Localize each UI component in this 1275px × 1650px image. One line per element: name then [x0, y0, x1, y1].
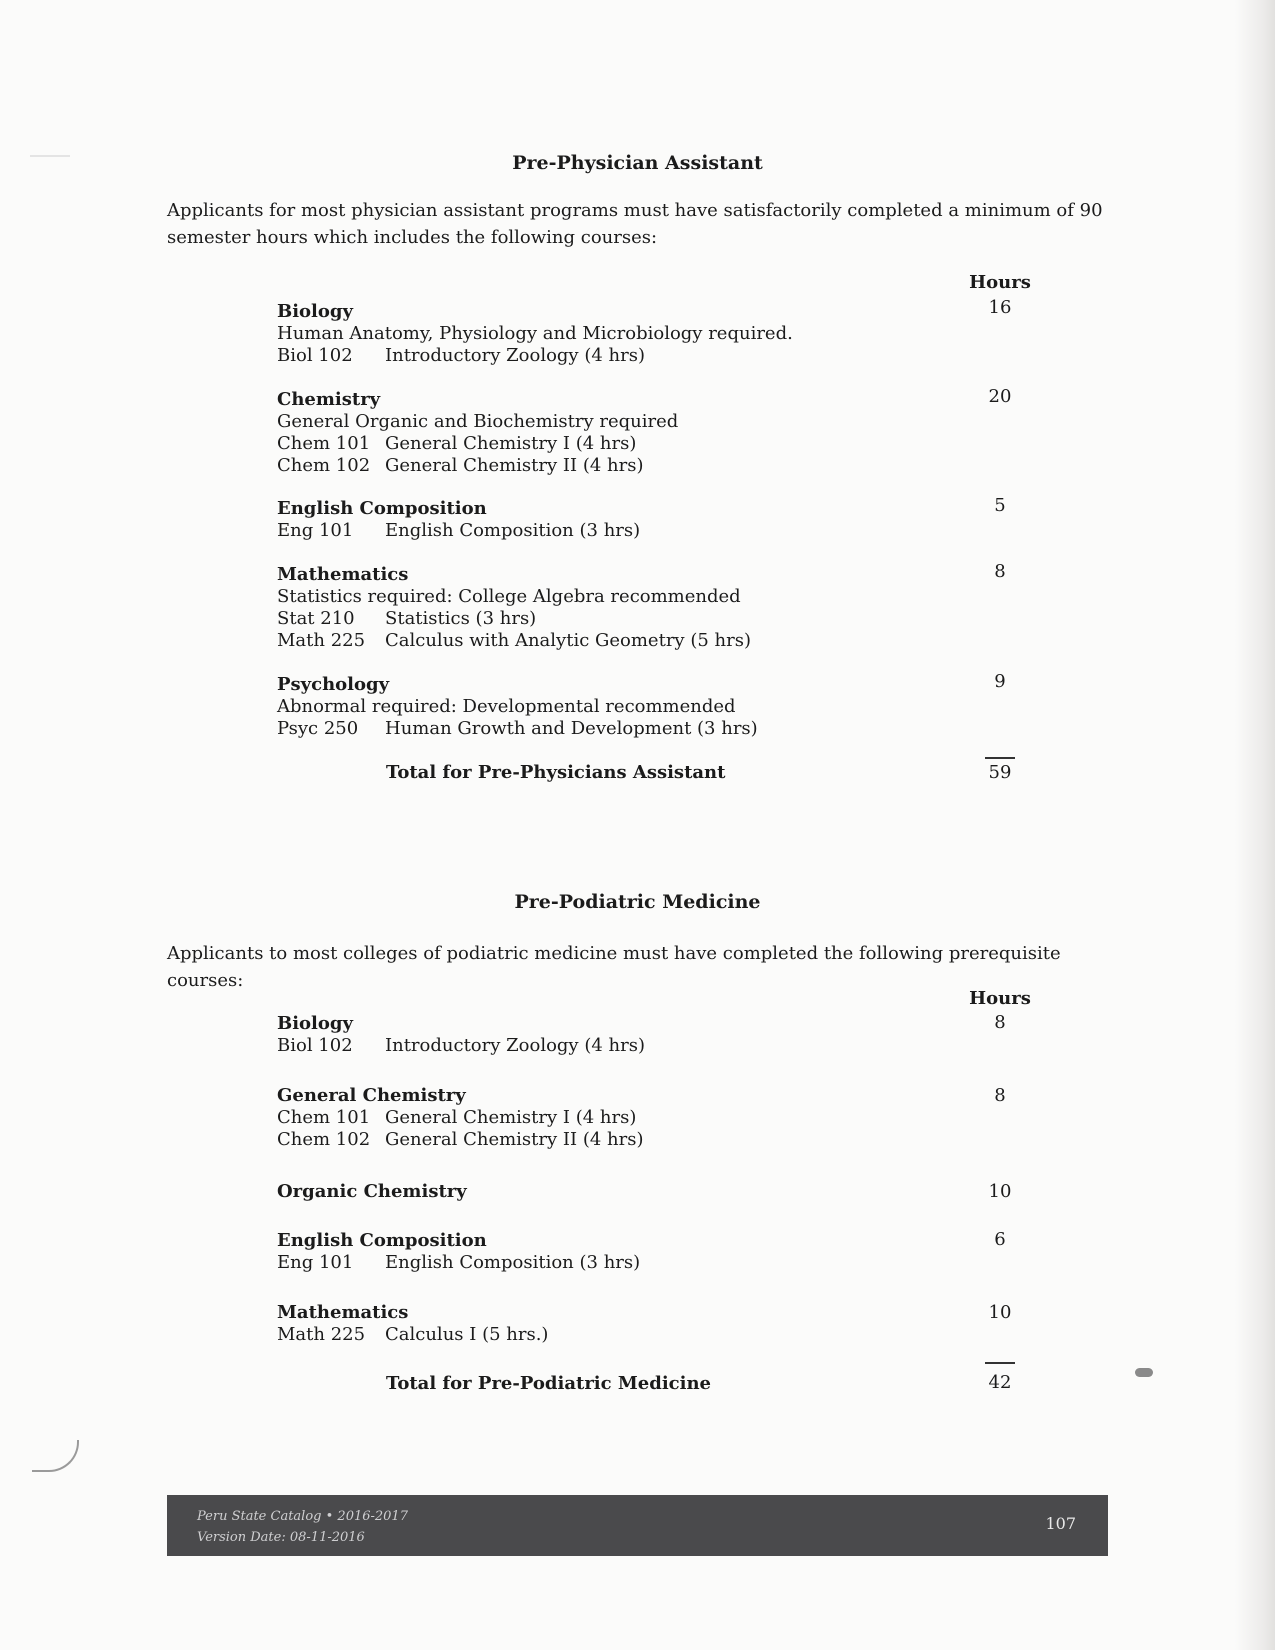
course-row	[277, 455, 1077, 477]
group-note: Statistics required: College Algebra recommended	[277, 586, 741, 607]
footer-version: Version Date: 08-11-2016	[197, 1530, 365, 1545]
total-label: Total for Pre-Physicians Assistant	[386, 762, 726, 783]
intro-podiatric-medicine: Applicants to most colleges of podiatric medicine must have completed the following prerequisite courses:	[167, 943, 1061, 991]
course-row	[277, 718, 1077, 740]
group-hours: 8	[994, 1085, 1006, 1106]
course-row	[277, 630, 1077, 652]
total-rule	[985, 1362, 1015, 1364]
group-hours: 16	[988, 297, 1012, 318]
course-row	[277, 520, 1077, 542]
total-value: 42	[988, 1372, 1012, 1393]
group-name: Chemistry	[277, 389, 381, 410]
course-title: Statistics (3 hrs)	[385, 608, 537, 629]
group-hours: 8	[994, 1012, 1006, 1033]
hours-header: Hours	[969, 988, 1031, 1009]
course-row	[277, 1035, 1077, 1057]
scan-mark	[30, 155, 70, 157]
total-value: 59	[988, 762, 1012, 783]
group-note: General Organic and Biochemistry required	[277, 411, 679, 432]
course-row	[277, 608, 1077, 630]
course-title: Introductory Zoology (4 hrs)	[385, 1035, 645, 1056]
page-number: 107	[1045, 1514, 1076, 1533]
course-title: Introductory Zoology (4 hrs)	[385, 345, 645, 366]
group-name: Organic Chemistry	[277, 1181, 467, 1202]
section-title-physician-assistant: Pre-Physician Assistant	[512, 152, 763, 174]
total-rule	[985, 757, 1015, 759]
group-hours: 8	[994, 561, 1006, 582]
group-hours: 10	[988, 1302, 1012, 1323]
course-code: Math 225	[277, 630, 366, 651]
scan-mark	[32, 1440, 79, 1472]
course-title: Human Growth and Development (3 hrs)	[385, 718, 758, 739]
hours-header: Hours	[969, 272, 1031, 293]
course-code: Chem 101	[277, 1107, 371, 1128]
course-code: Chem 102	[277, 455, 371, 476]
total-label: Total for Pre-Podiatric Medicine	[386, 1373, 712, 1394]
group-name: English Composition	[277, 1230, 487, 1251]
section-title-podiatric-medicine: Pre-Podiatric Medicine	[514, 891, 761, 913]
course-title: Calculus with Analytic Geometry (5 hrs)	[385, 630, 751, 651]
group-name: Biology	[277, 301, 353, 322]
course-title: General Chemistry I (4 hrs)	[385, 433, 637, 454]
course-code: Eng 101	[277, 520, 354, 541]
group-hours: 6	[994, 1229, 1006, 1250]
group-note: Human Anatomy, Physiology and Microbiology required.	[277, 323, 793, 344]
page-edge-shadow	[1235, 0, 1275, 1650]
course-code: Eng 101	[277, 1252, 354, 1273]
course-row	[277, 1324, 1077, 1346]
course-row	[277, 345, 1077, 367]
group-name: English Composition	[277, 498, 487, 519]
course-code: Math 225	[277, 1324, 366, 1345]
course-row	[277, 1252, 1077, 1274]
course-code: Stat 210	[277, 608, 355, 629]
course-title: General Chemistry II (4 hrs)	[385, 455, 644, 476]
course-row	[277, 1107, 1077, 1129]
page-footer	[167, 1495, 1108, 1556]
course-title: English Composition (3 hrs)	[385, 1252, 641, 1273]
course-code: Biol 102	[277, 1035, 353, 1056]
group-name: Mathematics	[277, 564, 409, 585]
group-hours: 9	[994, 671, 1006, 692]
course-code: Biol 102	[277, 345, 353, 366]
course-title: General Chemistry I (4 hrs)	[385, 1107, 637, 1128]
course-code: Chem 101	[277, 433, 371, 454]
footer-catalog: Peru State Catalog • 2016-2017	[197, 1509, 408, 1524]
group-name: Psychology	[277, 674, 390, 695]
group-name: Mathematics	[277, 1302, 409, 1323]
course-title: English Composition (3 hrs)	[385, 520, 641, 541]
scan-mark	[1135, 1368, 1153, 1377]
group-hours: 10	[988, 1181, 1012, 1202]
course-row	[277, 1129, 1077, 1151]
group-note: Abnormal required: Developmental recommended	[277, 696, 736, 717]
group-name: General Chemistry	[277, 1085, 466, 1106]
group-hours: 20	[988, 386, 1012, 407]
group-hours: 5	[994, 495, 1006, 516]
course-row	[277, 433, 1077, 455]
intro-physician-assistant: Applicants for most physician assistant programs must have satisfactorily completed a minimum of 90 semester hours which includes the following courses:	[167, 200, 1103, 248]
course-code: Psyc 250	[277, 718, 359, 739]
group-name: Biology	[277, 1013, 353, 1034]
course-title: General Chemistry II (4 hrs)	[385, 1129, 644, 1150]
course-code: Chem 102	[277, 1129, 371, 1150]
course-title: Calculus I (5 hrs.)	[385, 1324, 549, 1345]
